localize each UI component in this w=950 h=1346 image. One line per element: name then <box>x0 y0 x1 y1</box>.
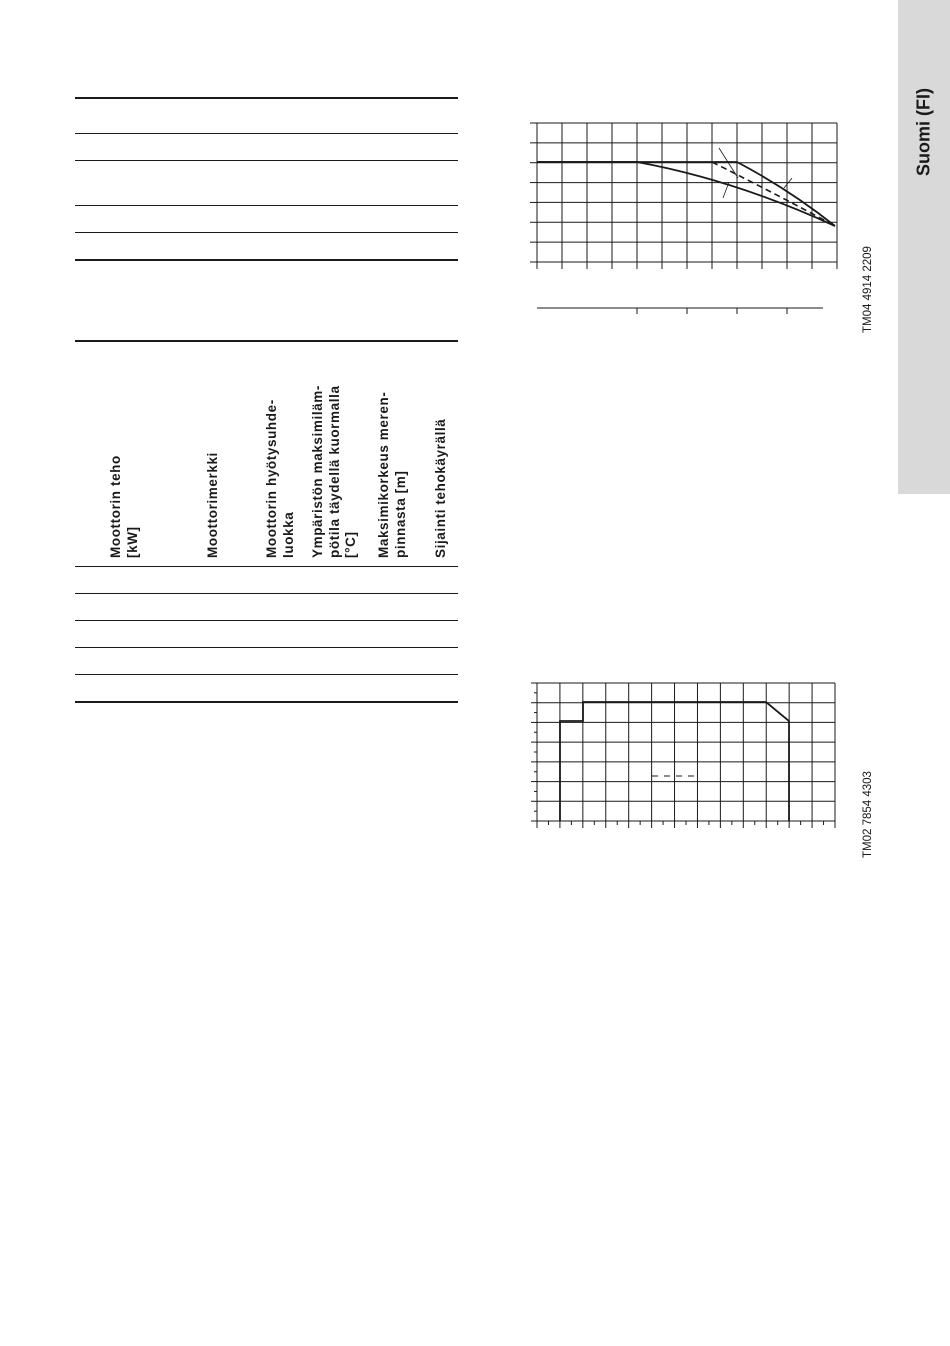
lower-figure-x-ticks <box>537 821 835 828</box>
lower-figure-grid <box>537 683 835 821</box>
language-tab-label: Suomi (FI) <box>913 88 934 176</box>
header-curve-position: Sijainti tehokäyrällä <box>433 418 448 558</box>
upper-figure-code: TM04 4914 2209 <box>862 246 874 333</box>
header-max-altitude: Maksimikorkeus meren- pinnasta [m] <box>376 391 408 558</box>
header-max-ambient-temp: Ympäristön maksimiläm- pötila täydellä kuormalla [°C] <box>310 384 358 558</box>
header-motor-make: Moottorimerkki <box>205 452 220 558</box>
lower-figure-code: TM02 7854 4303 <box>862 771 874 858</box>
header-motor-power: Moottorin teho [kW] <box>108 455 140 558</box>
header-efficiency-class: Moottorin hyötysuhde- luokka <box>264 399 296 558</box>
lower-figure-y-ticks <box>531 683 537 821</box>
